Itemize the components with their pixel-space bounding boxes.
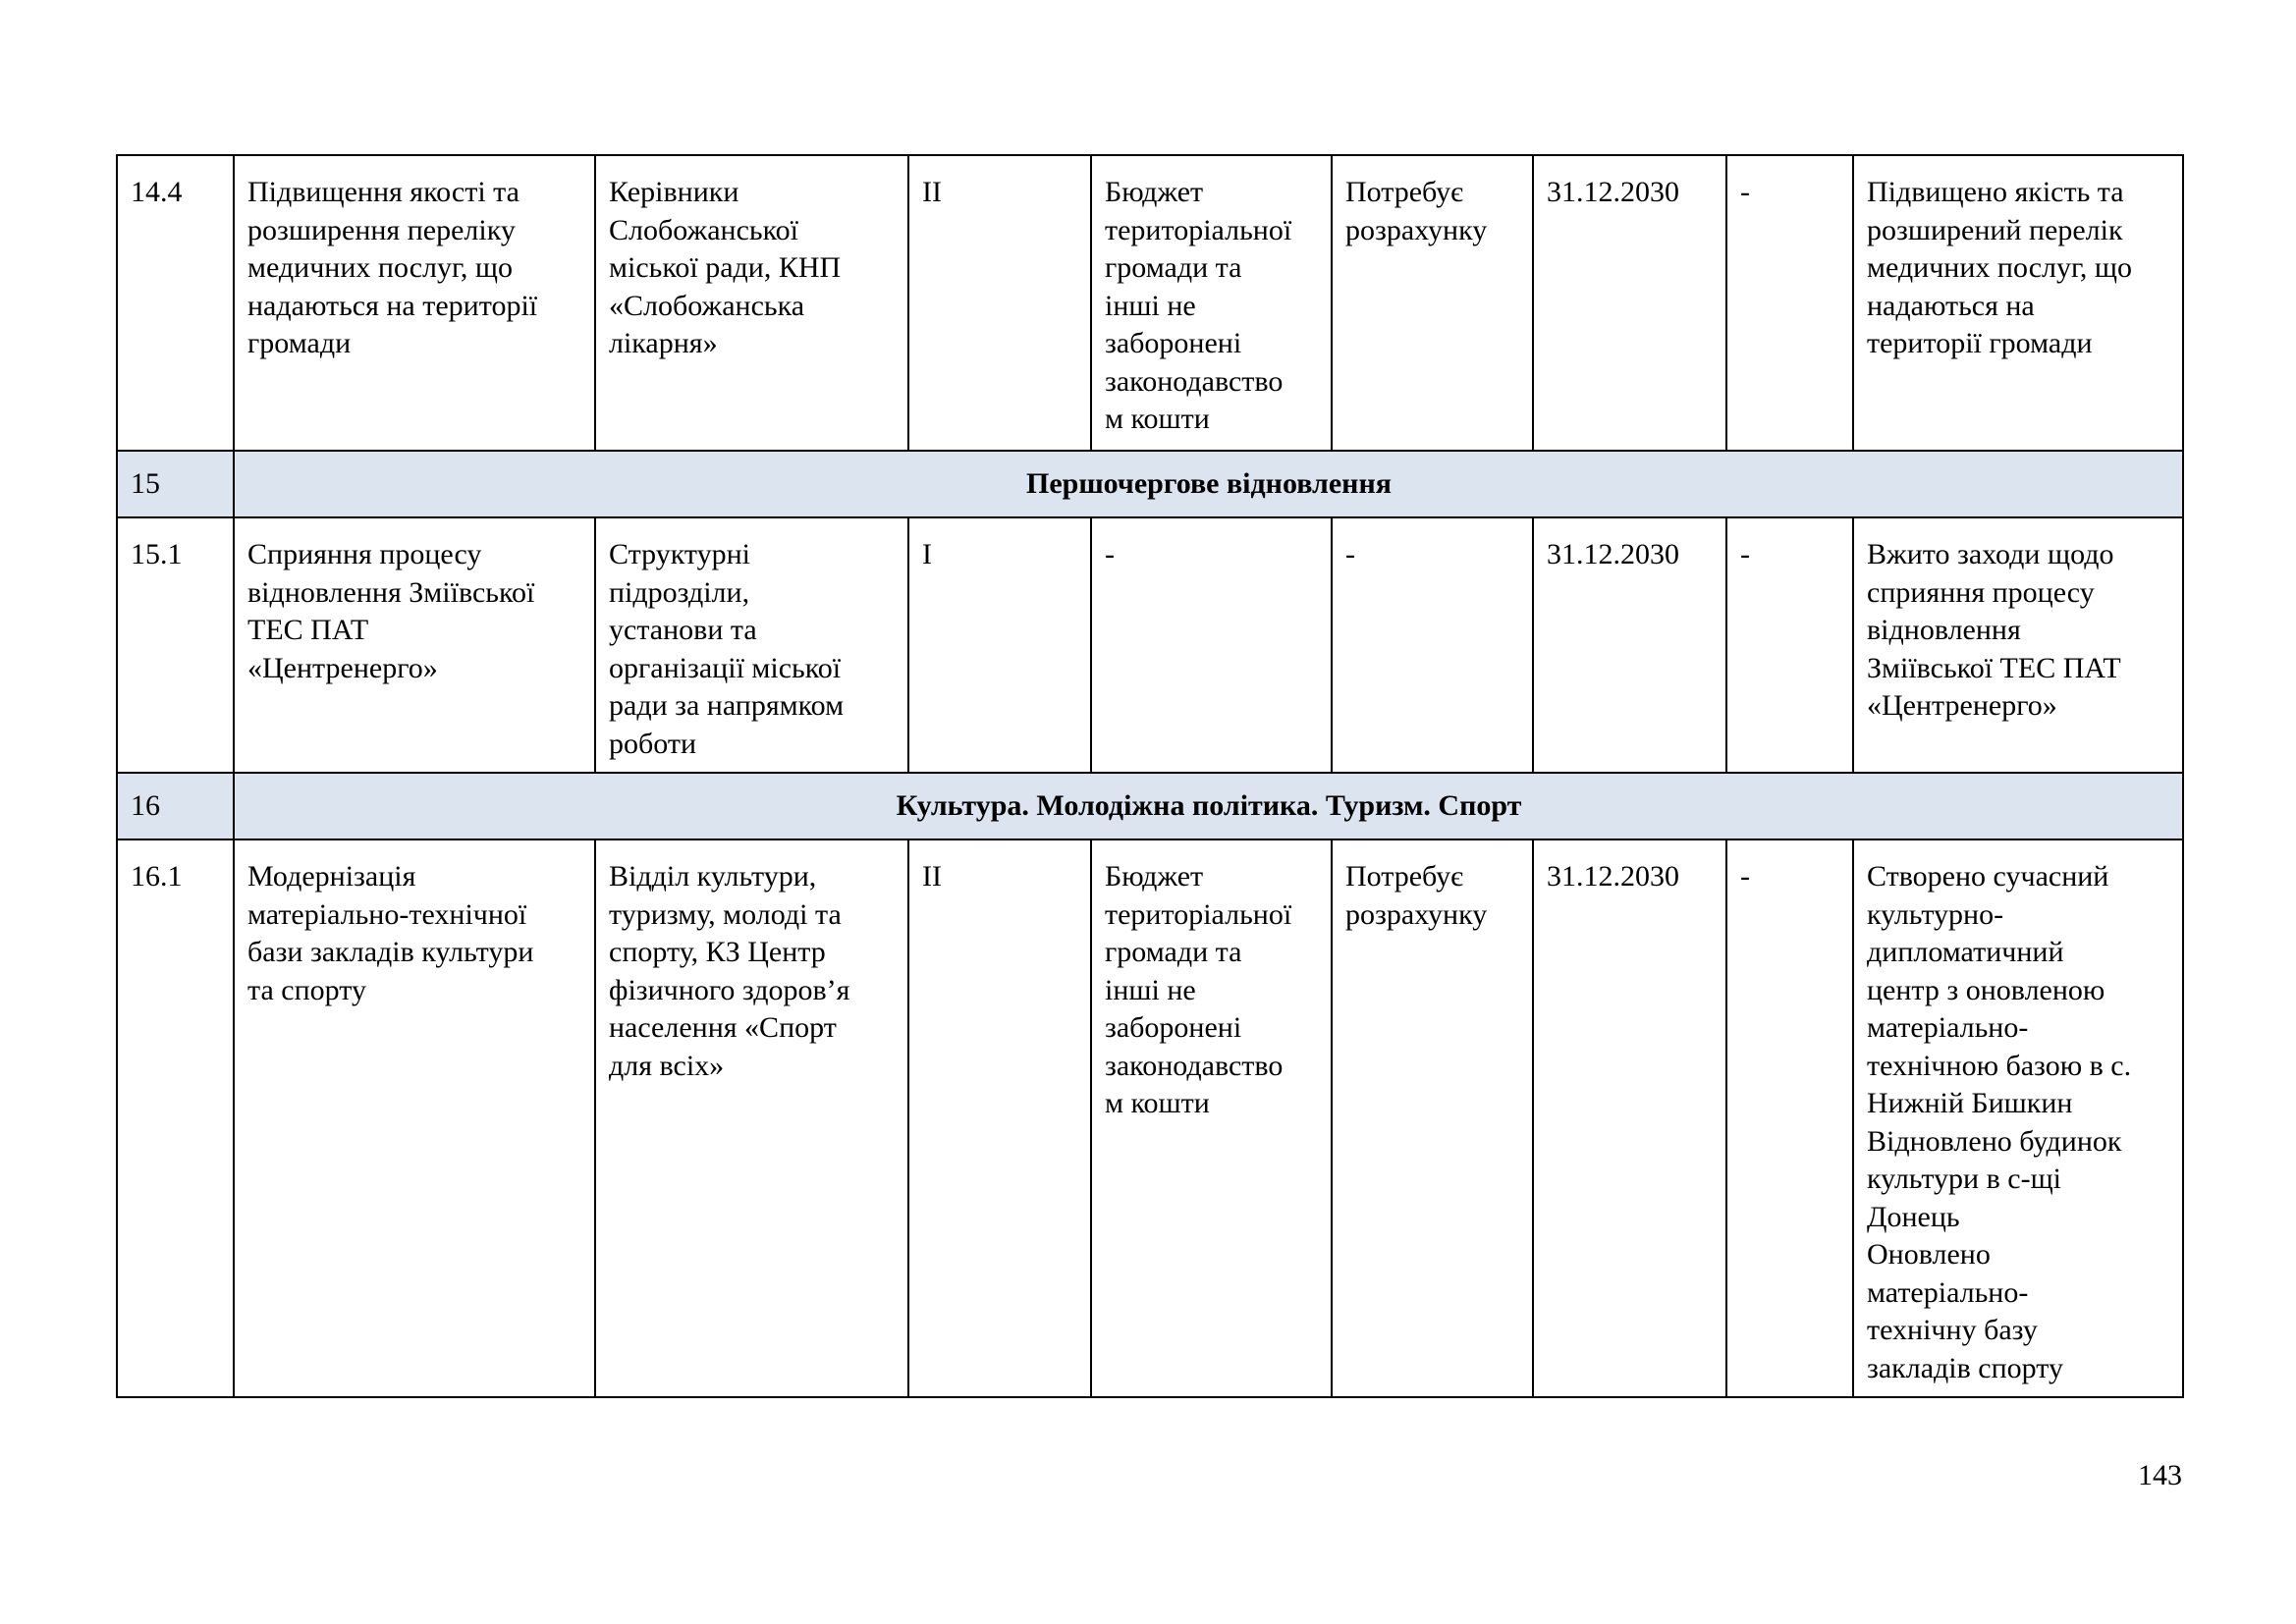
extra-column: -	[1726, 155, 1853, 451]
measure-name: Сприяння процесу відновлення Зміївської ТЕС ПАТ «Центренерго»	[234, 517, 595, 773]
priority: II	[908, 155, 1091, 451]
section-number: 16	[117, 773, 234, 839]
deadline: 31.12.2030	[1533, 839, 1726, 1397]
cost: Потребує розрахунку	[1332, 155, 1533, 451]
extra-column: -	[1726, 839, 1853, 1397]
priority: II	[908, 839, 1091, 1397]
section-row	[117, 451, 2183, 517]
section-number: 15	[117, 451, 234, 517]
row-number: 14.4	[117, 155, 234, 451]
extra-column: -	[1726, 517, 1853, 773]
expected-result: Підвищено якість та розширений перелік медичних послуг, що надаються на території громади	[1853, 155, 2183, 451]
expected-result: Вжито заходи щодо сприяння процесу відновлення Зміївської ТЕС ПАТ «Центренерго»	[1853, 517, 2183, 773]
funding-source: Бюджет територіальної громади та інші не заборонені законодавство м кошти	[1091, 839, 1332, 1397]
funding-source: -	[1091, 517, 1332, 773]
executor: Відділ культури, туризму, молоді та спорту, КЗ Центр фізичного здоров’я населення «Спорт для всіх»	[595, 839, 908, 1397]
cost: -	[1332, 517, 1533, 773]
deadline: 31.12.2030	[1533, 155, 1726, 451]
table-row	[117, 517, 2183, 773]
funding-source: Бюджет територіальної громади та інші не заборонені законодавство м кошти	[1091, 155, 1332, 451]
measure-name: Підвищення якості та розширення переліку медичних послуг, що надаються на території громади	[234, 155, 595, 451]
table-row	[117, 839, 2183, 1397]
executor: Структурні підрозділи, установи та організації міської ради за напрямком роботи	[595, 517, 908, 773]
cost: Потребує розрахунку	[1332, 839, 1533, 1397]
row-number: 15.1	[117, 517, 234, 773]
table-row	[117, 155, 2183, 451]
deadline: 31.12.2030	[1533, 517, 1726, 773]
executor: Керівники Слобожанської міської ради, КНП «Слобожанська лікарня»	[595, 155, 908, 451]
section-row	[117, 773, 2183, 839]
priority: I	[908, 517, 1091, 773]
measures-table	[116, 154, 2184, 1398]
section-title: Культура. Молодіжна політика. Туризм. Спорт	[234, 773, 2183, 839]
page-number: 143	[2138, 1459, 2182, 1491]
measure-name: Модернізація матеріально-технічної бази закладів культури та спорту	[234, 839, 595, 1397]
section-title: Першочергове відновлення	[234, 451, 2183, 517]
expected-result: Створено сучасний культурно- дипломатичний центр з оновленою матеріально- технічною базою в с. Нижній Бишкин Відновлено будинок культури в с-щі Донець Оновлено матеріально- технічну базу закладів спорту	[1853, 839, 2183, 1397]
row-number: 16.1	[117, 839, 234, 1397]
